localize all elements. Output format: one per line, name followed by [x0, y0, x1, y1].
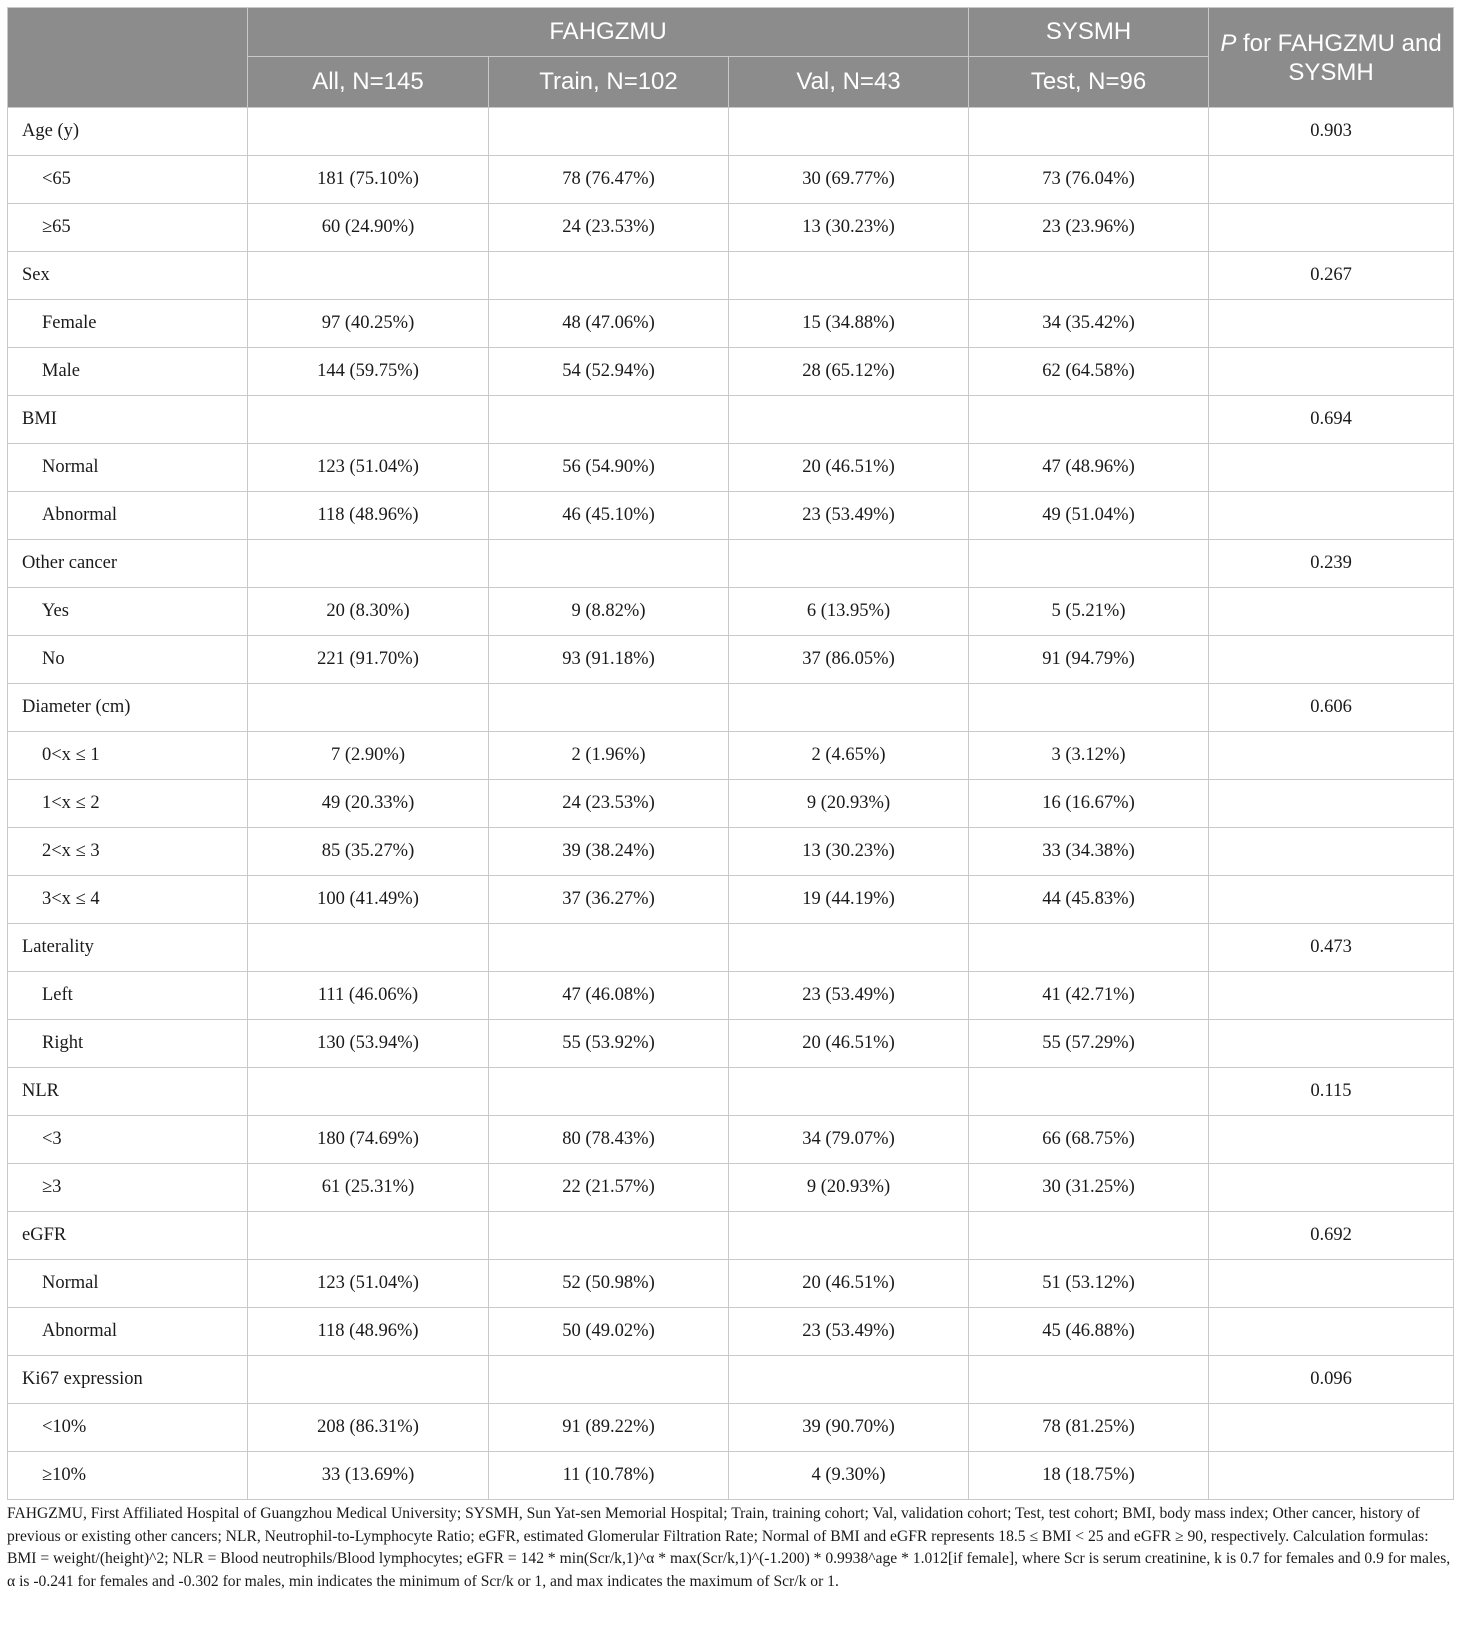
- cell-train: [489, 1068, 729, 1116]
- cell-val: 37 (86.05%): [729, 636, 969, 684]
- cell-train: 48 (47.06%): [489, 300, 729, 348]
- cell-train: [489, 1356, 729, 1404]
- cell-label: No: [8, 636, 248, 684]
- cell-test: 49 (51.04%): [969, 492, 1209, 540]
- cell-train: [489, 252, 729, 300]
- cell-train: 55 (53.92%): [489, 1020, 729, 1068]
- cell-val: 30 (69.77%): [729, 156, 969, 204]
- table-row-subcategory: [8, 732, 1454, 780]
- cell-test: 45 (46.88%): [969, 1308, 1209, 1356]
- cell-all: [248, 1356, 489, 1404]
- cell-p: [1209, 156, 1454, 204]
- cell-val: 13 (30.23%): [729, 204, 969, 252]
- cell-val: 28 (65.12%): [729, 348, 969, 396]
- cell-test: [969, 1068, 1209, 1116]
- cell-train: 52 (50.98%): [489, 1260, 729, 1308]
- cell-val: 23 (53.49%): [729, 972, 969, 1020]
- cell-all: 20 (8.30%): [248, 588, 489, 636]
- cell-all: 49 (20.33%): [248, 780, 489, 828]
- cell-test: [969, 924, 1209, 972]
- cell-label: eGFR: [8, 1212, 248, 1260]
- cell-p: [1209, 348, 1454, 396]
- cell-label: Female: [8, 300, 248, 348]
- table-row-subcategory: [8, 1020, 1454, 1068]
- cell-test: 62 (64.58%): [969, 348, 1209, 396]
- cell-p: 0.473: [1209, 924, 1454, 972]
- cell-val: 20 (46.51%): [729, 444, 969, 492]
- cell-train: 56 (54.90%): [489, 444, 729, 492]
- cell-train: 78 (76.47%): [489, 156, 729, 204]
- cell-all: [248, 540, 489, 588]
- cell-p: [1209, 1116, 1454, 1164]
- cell-val: 13 (30.23%): [729, 828, 969, 876]
- header-p-text: for FAHGZMU and SYSMH: [1236, 29, 1442, 86]
- cell-val: 15 (34.88%): [729, 300, 969, 348]
- cell-all: [248, 1068, 489, 1116]
- cell-label: 3<x ≤ 4: [8, 876, 248, 924]
- cell-test: 23 (23.96%): [969, 204, 1209, 252]
- cell-test: [969, 684, 1209, 732]
- cell-train: 54 (52.94%): [489, 348, 729, 396]
- cell-train: 37 (36.27%): [489, 876, 729, 924]
- cell-val: 4 (9.30%): [729, 1452, 969, 1500]
- cell-p: [1209, 444, 1454, 492]
- cell-p: [1209, 1260, 1454, 1308]
- table-row-subcategory: [8, 1404, 1454, 1452]
- cell-val: [729, 540, 969, 588]
- cell-label: <3: [8, 1116, 248, 1164]
- cell-p: [1209, 636, 1454, 684]
- cell-p: [1209, 828, 1454, 876]
- cell-train: 22 (21.57%): [489, 1164, 729, 1212]
- cell-p: 0.692: [1209, 1212, 1454, 1260]
- cell-val: [729, 1356, 969, 1404]
- cell-label: <10%: [8, 1404, 248, 1452]
- table-row-variable: [8, 540, 1454, 588]
- cell-train: 91 (89.22%): [489, 1404, 729, 1452]
- cell-p: [1209, 972, 1454, 1020]
- table-row-subcategory: [8, 876, 1454, 924]
- cell-train: 24 (23.53%): [489, 204, 729, 252]
- cell-test: 73 (76.04%): [969, 156, 1209, 204]
- cell-label: Left: [8, 972, 248, 1020]
- cell-p: [1209, 876, 1454, 924]
- cell-val: 23 (53.49%): [729, 492, 969, 540]
- cell-test: [969, 396, 1209, 444]
- cell-label: NLR: [8, 1068, 248, 1116]
- cell-label: Other cancer: [8, 540, 248, 588]
- cell-test: 91 (94.79%): [969, 636, 1209, 684]
- cell-label: ≥65: [8, 204, 248, 252]
- cell-train: 47 (46.08%): [489, 972, 729, 1020]
- cell-val: 23 (53.49%): [729, 1308, 969, 1356]
- table-row-variable: [8, 252, 1454, 300]
- cell-all: 97 (40.25%): [248, 300, 489, 348]
- cell-all: 85 (35.27%): [248, 828, 489, 876]
- cell-all: 144 (59.75%): [248, 348, 489, 396]
- cell-p: 0.606: [1209, 684, 1454, 732]
- cell-all: [248, 252, 489, 300]
- cell-all: [248, 684, 489, 732]
- cell-p: 0.096: [1209, 1356, 1454, 1404]
- header-group-fahgzmu: FAHGZMU: [248, 8, 969, 57]
- cell-all: 130 (53.94%): [248, 1020, 489, 1068]
- cell-val: [729, 924, 969, 972]
- header-col-val: Val, N=43: [729, 57, 969, 108]
- cell-p: [1209, 732, 1454, 780]
- cell-label: Right: [8, 1020, 248, 1068]
- cell-val: 9 (20.93%): [729, 1164, 969, 1212]
- cell-val: 9 (20.93%): [729, 780, 969, 828]
- cell-label: Male: [8, 348, 248, 396]
- cell-p: 0.267: [1209, 252, 1454, 300]
- cell-all: 61 (25.31%): [248, 1164, 489, 1212]
- cell-all: 123 (51.04%): [248, 1260, 489, 1308]
- cell-label: Normal: [8, 1260, 248, 1308]
- cell-test: [969, 1356, 1209, 1404]
- cell-val: 6 (13.95%): [729, 588, 969, 636]
- cell-all: 7 (2.90%): [248, 732, 489, 780]
- table-row-subcategory: [8, 444, 1454, 492]
- table-row-variable: [8, 396, 1454, 444]
- cell-label: Ki67 expression: [8, 1356, 248, 1404]
- header-col-train: Train, N=102: [489, 57, 729, 108]
- cell-train: 24 (23.53%): [489, 780, 729, 828]
- cell-p: [1209, 1404, 1454, 1452]
- cell-test: 33 (34.38%): [969, 828, 1209, 876]
- cell-all: 118 (48.96%): [248, 492, 489, 540]
- cell-label: Abnormal: [8, 1308, 248, 1356]
- cell-train: [489, 924, 729, 972]
- cell-train: [489, 108, 729, 156]
- cell-p: 0.115: [1209, 1068, 1454, 1116]
- header-row-groups: [8, 8, 1454, 57]
- cell-val: [729, 684, 969, 732]
- table-row-subcategory: [8, 972, 1454, 1020]
- cell-p: [1209, 588, 1454, 636]
- cell-test: 5 (5.21%): [969, 588, 1209, 636]
- cell-val: 34 (79.07%): [729, 1116, 969, 1164]
- table-header: [8, 8, 1454, 108]
- cell-label: 1<x ≤ 2: [8, 780, 248, 828]
- cell-all: [248, 108, 489, 156]
- table-row-variable: [8, 684, 1454, 732]
- cell-train: 9 (8.82%): [489, 588, 729, 636]
- table-row-variable: [8, 1212, 1454, 1260]
- cell-label: Yes: [8, 588, 248, 636]
- cell-test: 34 (35.42%): [969, 300, 1209, 348]
- cell-all: [248, 396, 489, 444]
- table-row-subcategory: [8, 828, 1454, 876]
- cell-label: 2<x ≤ 3: [8, 828, 248, 876]
- cell-p: [1209, 1164, 1454, 1212]
- cell-p: [1209, 1452, 1454, 1500]
- cell-label: 0<x ≤ 1: [8, 732, 248, 780]
- cell-test: [969, 108, 1209, 156]
- cell-p: [1209, 300, 1454, 348]
- header-p-value: [1209, 8, 1454, 108]
- table-row-subcategory: [8, 348, 1454, 396]
- cell-val: [729, 252, 969, 300]
- cell-train: 80 (78.43%): [489, 1116, 729, 1164]
- cell-val: [729, 396, 969, 444]
- table-row-variable: [8, 1068, 1454, 1116]
- table-row-subcategory: [8, 588, 1454, 636]
- cell-label: Diameter (cm): [8, 684, 248, 732]
- cell-val: 20 (46.51%): [729, 1260, 969, 1308]
- cell-train: 39 (38.24%): [489, 828, 729, 876]
- table-row-subcategory: [8, 204, 1454, 252]
- cell-all: 111 (46.06%): [248, 972, 489, 1020]
- table-body: [8, 108, 1454, 1500]
- header-p-italic: P: [1220, 29, 1237, 57]
- cell-test: [969, 252, 1209, 300]
- cell-test: 55 (57.29%): [969, 1020, 1209, 1068]
- cell-all: 181 (75.10%): [248, 156, 489, 204]
- table-row-subcategory: [8, 780, 1454, 828]
- cell-test: 18 (18.75%): [969, 1452, 1209, 1500]
- table-row-subcategory: [8, 636, 1454, 684]
- cell-train: [489, 540, 729, 588]
- cell-train: 11 (10.78%): [489, 1452, 729, 1500]
- cell-p: [1209, 780, 1454, 828]
- cell-all: [248, 924, 489, 972]
- header-label-column: [8, 8, 248, 108]
- table-row-subcategory: [8, 1452, 1454, 1500]
- cell-test: 30 (31.25%): [969, 1164, 1209, 1212]
- cell-train: 2 (1.96%): [489, 732, 729, 780]
- cell-val: [729, 1212, 969, 1260]
- cell-p: [1209, 204, 1454, 252]
- cell-val: 20 (46.51%): [729, 1020, 969, 1068]
- cell-train: 93 (91.18%): [489, 636, 729, 684]
- cell-label: Age (y): [8, 108, 248, 156]
- cell-val: 39 (90.70%): [729, 1404, 969, 1452]
- cell-label: Normal: [8, 444, 248, 492]
- cell-p: [1209, 1020, 1454, 1068]
- cell-all: [248, 1212, 489, 1260]
- cell-test: 66 (68.75%): [969, 1116, 1209, 1164]
- table-row-subcategory: [8, 300, 1454, 348]
- table-row-variable: [8, 108, 1454, 156]
- table-row-subcategory: [8, 1164, 1454, 1212]
- cell-val: 2 (4.65%): [729, 732, 969, 780]
- header-col-all: All, N=145: [248, 57, 489, 108]
- header-group-sysmh: SYSMH: [969, 8, 1209, 57]
- cell-p: [1209, 1308, 1454, 1356]
- cell-label: <65: [8, 156, 248, 204]
- cell-test: 44 (45.83%): [969, 876, 1209, 924]
- cell-train: [489, 684, 729, 732]
- cell-val: [729, 108, 969, 156]
- cell-all: 100 (41.49%): [248, 876, 489, 924]
- cell-p: [1209, 492, 1454, 540]
- cell-train: 50 (49.02%): [489, 1308, 729, 1356]
- cell-p: 0.903: [1209, 108, 1454, 156]
- cell-all: 118 (48.96%): [248, 1308, 489, 1356]
- cell-test: 47 (48.96%): [969, 444, 1209, 492]
- cell-test: 41 (42.71%): [969, 972, 1209, 1020]
- cell-label: Laterality: [8, 924, 248, 972]
- cohort-characteristics-table: [7, 7, 1454, 1500]
- cell-p: 0.694: [1209, 396, 1454, 444]
- table-row-subcategory: [8, 156, 1454, 204]
- cell-all: 221 (91.70%): [248, 636, 489, 684]
- cell-label: ≥10%: [8, 1452, 248, 1500]
- cell-train: [489, 1212, 729, 1260]
- cell-all: 123 (51.04%): [248, 444, 489, 492]
- table-footnote: FAHGZMU, First Affiliated Hospital of Guangzhou Medical University; SYSMH, Sun Yat-sen Memorial Hospital; Train, training cohort; Val, validation cohort; Test, test cohort; BMI, body mass index; Other cancer, history of previous or existing other cancers; NLR, Neutrophil-to-Lymphocyte Ratio; eGFR, estimated Glomerular Filtration Rate; Normal of BMI and eGFR represents 18.5 ≤ BMI < 25 and eGFR ≥ 90, respectively. Calculation formulas: BMI = weight/(height)^2; NLR = Blood neutrophils/Blood lymphocytes; eGFR = 142 * min(Scr/k,1)^α * max(Scr/k,1)^(-1.200) * 0.9938^age * 1.012[if female], where Scr is serum creatinine, k is 0.7 for females and 0.9 for males, α is -0.241 for females and -0.302 for males, min indicates the minimum of Scr/k or 1, and max indicates the maximum of Scr/k or 1.: [7, 1505, 1451, 1590]
- cell-label: Sex: [8, 252, 248, 300]
- table-row-variable: [8, 924, 1454, 972]
- table-row-variable: [8, 1356, 1454, 1404]
- cell-all: 180 (74.69%): [248, 1116, 489, 1164]
- cell-test: [969, 1212, 1209, 1260]
- table-row-subcategory: [8, 492, 1454, 540]
- cell-val: 19 (44.19%): [729, 876, 969, 924]
- cell-val: [729, 1068, 969, 1116]
- cell-train: [489, 396, 729, 444]
- cell-test: 78 (81.25%): [969, 1404, 1209, 1452]
- cell-test: 3 (3.12%): [969, 732, 1209, 780]
- header-col-test: Test, N=96: [969, 57, 1209, 108]
- cell-all: 208 (86.31%): [248, 1404, 489, 1452]
- cell-label: Abnormal: [8, 492, 248, 540]
- table-row-subcategory: [8, 1308, 1454, 1356]
- table-row-subcategory: [8, 1116, 1454, 1164]
- cell-p: 0.239: [1209, 540, 1454, 588]
- cell-all: 33 (13.69%): [248, 1452, 489, 1500]
- cell-test: [969, 540, 1209, 588]
- cell-train: 46 (45.10%): [489, 492, 729, 540]
- cell-label: ≥3: [8, 1164, 248, 1212]
- cell-all: 60 (24.90%): [248, 204, 489, 252]
- table-row-subcategory: [8, 1260, 1454, 1308]
- cell-test: 51 (53.12%): [969, 1260, 1209, 1308]
- table-container: [7, 7, 1453, 1593]
- cell-test: 16 (16.67%): [969, 780, 1209, 828]
- cell-label: BMI: [8, 396, 248, 444]
